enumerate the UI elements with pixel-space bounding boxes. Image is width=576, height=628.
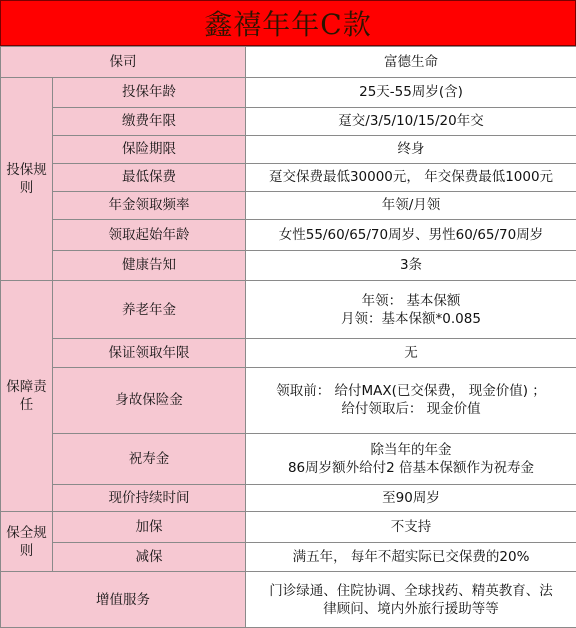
row-value <box>246 572 576 628</box>
row-label: 祝寿金 <box>53 433 246 485</box>
row-value: 女性55/60/65/70周岁、男性60/65/70周岁 <box>246 219 576 250</box>
table-row <box>1 485 576 512</box>
row-label: 加保 <box>53 512 246 543</box>
value-line: 除当年的年金 <box>370 441 452 458</box>
row-label: 增值服务 <box>1 572 246 628</box>
row-label: 养老年金 <box>53 280 246 339</box>
row-label: 保险期限 <box>53 135 246 163</box>
row-value: 终身 <box>246 135 576 163</box>
value-line: 律顾问、境内外旅行援助等等 <box>323 600 499 617</box>
value-line: 年领： 基本保额 <box>361 292 461 309</box>
row-value: 富德生命 <box>246 47 576 78</box>
table-row <box>1 280 576 339</box>
row-value: 无 <box>246 339 576 368</box>
table-row <box>1 191 576 219</box>
row-value: 至90周岁 <box>246 485 576 512</box>
row-value: 25天-55周岁(含) <box>246 78 576 108</box>
row-label: 身故保险金 <box>53 368 246 433</box>
table-row <box>1 219 576 250</box>
row-label: 保证领取年限 <box>53 339 246 368</box>
table-row <box>1 163 576 191</box>
group-label-preservation: 保全规则 <box>1 512 53 572</box>
row-value <box>246 368 576 433</box>
table-row <box>1 543 576 572</box>
table-row <box>1 250 576 280</box>
row-label: 健康告知 <box>53 250 246 280</box>
row-label: 减保 <box>53 543 246 572</box>
row-label: 现价持续时间 <box>53 485 246 512</box>
row-value: 年领/月领 <box>246 191 576 219</box>
row-label: 保司 <box>1 47 246 78</box>
table-row <box>1 572 576 628</box>
group-label-coverage: 保障责任 <box>1 280 53 512</box>
row-value: 3条 <box>246 250 576 280</box>
table-row <box>1 512 576 543</box>
value-line: 月领：基本保额*0.085 <box>341 310 481 327</box>
row-label: 领取起始年龄 <box>53 219 246 250</box>
value-line: 门诊绿通、住院协调、全球找药、精英教育、法 <box>269 582 553 599</box>
table-row <box>1 433 576 485</box>
value-line: 86周岁额外给付2 倍基本保额作为祝寿金 <box>287 459 535 476</box>
table-row <box>1 368 576 433</box>
page-title: 鑫禧年年C款 <box>0 0 576 46</box>
table-row <box>1 47 576 78</box>
row-value: 满五年， 每年不超实际已交保费的20% <box>246 543 576 572</box>
row-label: 年金领取频率 <box>53 191 246 219</box>
value-line: 领取前： 给付MAX(已交保费， 现金价值) ； <box>276 383 546 400</box>
row-label: 缴费年限 <box>53 107 246 135</box>
table-row <box>1 135 576 163</box>
group-label-insure-rules: 投保规则 <box>1 78 53 281</box>
spec-table <box>0 46 576 628</box>
row-value: 趸交保费最低30000元， 年交保费最低1000元 <box>246 163 576 191</box>
row-value <box>246 280 576 339</box>
row-value <box>246 433 576 485</box>
row-label: 投保年龄 <box>53 78 246 108</box>
row-label: 最低保费 <box>53 163 246 191</box>
table-row <box>1 78 576 108</box>
table-row <box>1 107 576 135</box>
value-line: 给付领取后： 现金价值 <box>341 401 481 418</box>
table-row <box>1 339 576 368</box>
row-value: 趸交/3/5/10/15/20年交 <box>246 107 576 135</box>
row-value: 不支持 <box>246 512 576 543</box>
